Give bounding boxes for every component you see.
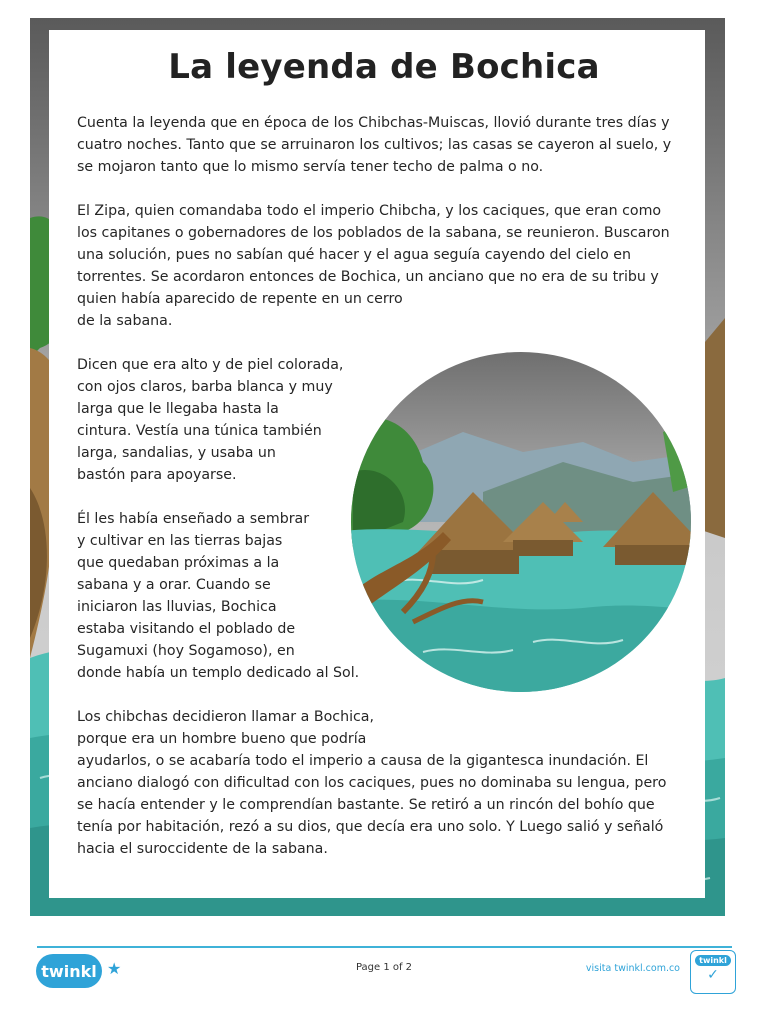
twinkl-logo[interactable]: twinkl [36, 954, 102, 988]
badge-logo: twinkl [695, 955, 731, 966]
text-line: se mojaron tanto que lo mismo servía tener techo de palma o no. [77, 159, 544, 175]
text-line: ayudarlos, o se acabaría todo el imperio a causa de la gigantesca inundación. El [77, 753, 649, 769]
text-line: Cuenta la leyenda que en época de los Chibchas-Muiscas, llovió durante tres días y [77, 115, 670, 131]
text-line: Los chibchas decidieron llamar a Bochica, [77, 709, 375, 725]
check-icon: ✓ [707, 967, 719, 983]
website-link[interactable]: visita twinkl.com.co [585, 963, 680, 974]
text-line: se hacía entender y le comprendían bastante. Se retiró a un rincón del bohío que [77, 797, 655, 813]
text-line: larga que le llegaba hasta la [77, 401, 279, 417]
text-line: que quedaban próximas a la [77, 555, 280, 571]
page-number: Page 1 of 2 [355, 962, 413, 973]
text-line: quien había aparecido de repente en un cerro [77, 291, 403, 307]
text-line: iniciaron las lluvias, Bochica [77, 599, 277, 615]
paragraph-5 [77, 706, 707, 860]
text-line: una solución, pues no sabían qué hacer y el agua seguía cayendo del cielo en [77, 247, 632, 263]
text-line: anciano dialogó con dificultad con los caciques, pues no dominaba su lengua, pero [77, 775, 667, 791]
story-text [77, 112, 707, 882]
text-line: de la sabana. [77, 313, 173, 329]
text-line: y cultivar en las tierras bajas [77, 533, 283, 549]
text-line: con ojos claros, barba blanca y muy [77, 379, 333, 395]
paragraph-4 [77, 508, 707, 684]
text-line: bastón para apoyarse. [77, 467, 237, 483]
star-icon[interactable]: ★ [107, 959, 122, 978]
text-line: Dicen que era alto y de piel colorada, [77, 357, 344, 373]
text-line: cuatro noches. Tanto que se arruinaron los cultivos; las casas se cayeron al suelo, y [77, 137, 672, 153]
text-line: larga, sandalias, y usaba un [77, 445, 276, 461]
footer-divider [37, 946, 732, 948]
approval-badge [690, 950, 736, 994]
text-line: torrentes. Se acordaron entonces de Bochica, un anciano que no era de su tribu y [77, 269, 659, 285]
text-line: porque era un hombre bueno que podría [77, 731, 367, 747]
text-line: Sugamuxi (hoy Sogamoso), en [77, 643, 295, 659]
text-line: estaba visitando el poblado de [77, 621, 296, 637]
text-line: donde había un templo dedicado al Sol. [77, 665, 360, 681]
text-line: los capitanes o gobernadores de los poblados de la sabana, se reunieron. Buscaron [77, 225, 670, 241]
paragraph-3 [77, 354, 707, 486]
text-line: sabana y a orar. Cuando se [77, 577, 271, 593]
page-title: La leyenda de Bochica [168, 46, 600, 87]
text-line: hacia el suroccidente de la sabana. [77, 841, 328, 857]
text-line: cintura. Vestía una túnica también [77, 423, 322, 439]
paragraph-1 [77, 112, 707, 178]
text-line: Él les había enseñado a sembrar [77, 511, 310, 527]
text-line: El Zipa, quien comandaba todo el imperio Chibcha, y los caciques, que eran como [77, 203, 662, 219]
text-line: tenía por habitación, rezó a su dios, que decía era uno solo. Y Luego salió y señaló [77, 819, 664, 835]
paragraph-2 [77, 200, 707, 332]
